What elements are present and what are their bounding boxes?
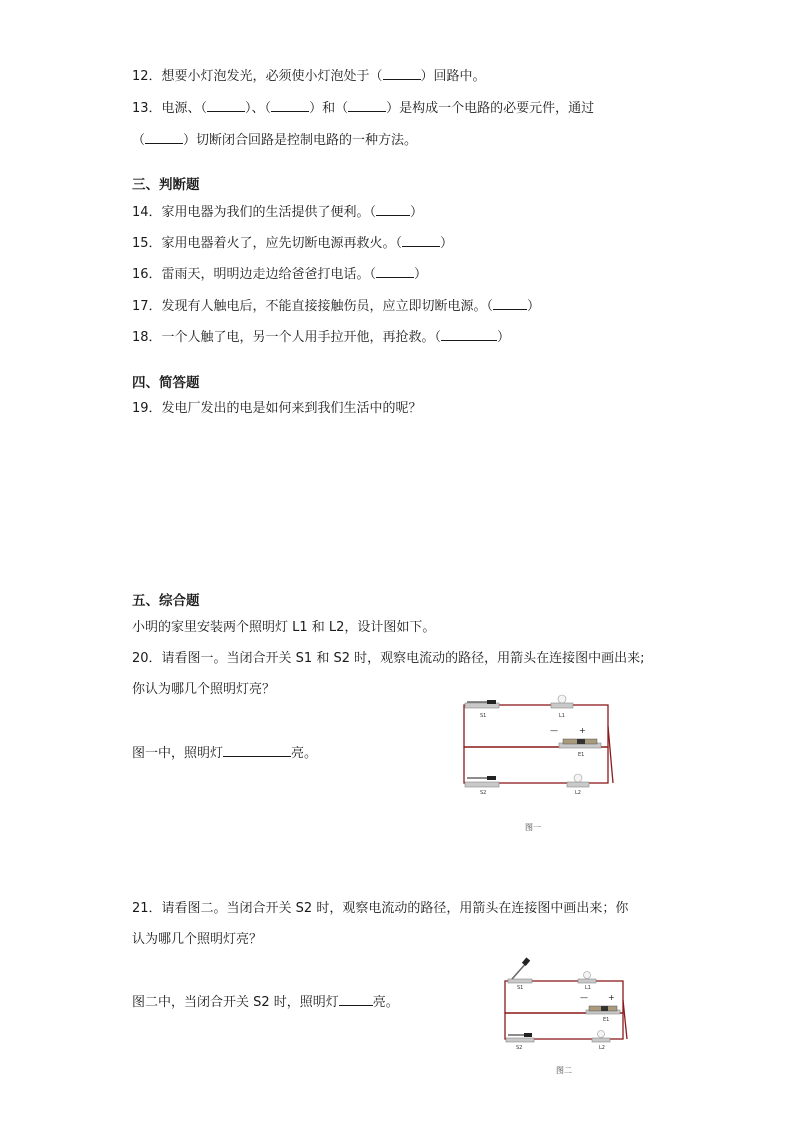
figure-1-caption: 图一 [525, 823, 541, 832]
battery-e1 [580, 993, 620, 1023]
figure-2-caption: 图二 [556, 1066, 572, 1075]
answer-blank[interactable] [348, 98, 386, 112]
lamp-l2 [592, 1031, 610, 1052]
question-21-line1: 21．请看图二。当闭合开关 S2 时，观察电流动的路径，用箭头在连接图中画出来；你 [132, 901, 629, 916]
question-21-answer: 图二中，当闭合开关 S2 时，照明灯 亮。 [132, 992, 399, 1012]
question-12-text: 12．想要小灯泡发光，必须使小灯泡处于（ [132, 69, 383, 84]
question-17: 17．发现有人触电后，不能直接接触伤员，应立即切断电源。（ ） [132, 296, 540, 316]
answer-blank[interactable] [493, 296, 527, 310]
switch-s1-open [508, 957, 532, 991]
question-13: 13．电源、（ ）、（ ）和（ ）是构成一个电路的必要元件，通过 [132, 98, 594, 118]
question-20-answer: 图一中，照明灯 亮。 [132, 743, 317, 763]
answer-blank[interactable] [223, 743, 291, 757]
question-14: 14．家用电器为我们的生活提供了便利。（ ） [132, 202, 423, 222]
answer-blank[interactable] [402, 233, 440, 247]
switch-s2 [465, 776, 499, 796]
svg-text:S2: S2 [516, 1045, 523, 1051]
answer-blank[interactable] [207, 98, 245, 112]
svg-text:S2: S2 [480, 790, 487, 796]
answer-blank[interactable] [145, 130, 183, 144]
lamp-l2 [567, 774, 589, 796]
question-16: 16．雷雨天，明明边走边给爸爸打电话。（ ） [132, 264, 427, 284]
battery-e1 [550, 726, 601, 758]
svg-text:—: — [550, 726, 558, 735]
lamp-l1 [578, 972, 596, 992]
question-21-line2: 认为哪几个照明灯亮？ [132, 932, 263, 947]
section-heading-short-answer: 四、简答题 [132, 375, 200, 391]
svg-text:L2: L2 [599, 1045, 605, 1051]
section-heading-comprehensive: 五、综合题 [132, 593, 200, 609]
answer-blank[interactable] [376, 264, 414, 278]
circuit-diagram-1 [455, 690, 625, 840]
svg-text:+: + [579, 726, 586, 735]
question-19: 19．发电厂发出的电是如何来到我们生活中的呢？ [132, 401, 422, 416]
section-heading-judgment: 三、判断题 [132, 177, 200, 193]
svg-text:L2: L2 [575, 790, 581, 796]
svg-text:S1: S1 [517, 985, 524, 991]
question-20-line2: 你认为哪几个照明灯亮？ [132, 682, 276, 697]
svg-text:—: — [580, 993, 588, 1002]
svg-text:L1: L1 [585, 985, 591, 991]
answer-blank[interactable] [339, 992, 373, 1006]
svg-text:+: + [608, 993, 615, 1002]
question-12: 12．想要小灯泡发光，必须使小灯泡处于（ ）回路中。 [132, 66, 486, 86]
answer-blank[interactable] [376, 202, 410, 216]
answer-blank[interactable] [441, 327, 497, 341]
switch-s1 [465, 700, 499, 719]
lamp-l1 [551, 695, 573, 719]
question-20-line1: 20．请看图一。当闭合开关 S1 和 S2 时，观察电流动的路径，用箭头在连接图中画出来; [132, 651, 645, 666]
wire-right [608, 726, 613, 783]
intro-text: 小明的家里安装两个照明灯 L1 和 L2，设计图如下。 [132, 620, 436, 635]
svg-text:S1: S1 [480, 713, 487, 719]
question-18: 18．一个人触了电，另一个人用手拉开他，再抢救。（ ） [132, 327, 510, 347]
switch-s2 [506, 1033, 534, 1051]
question-15: 15．家用电器着火了，应先切断电源再救火。（ ） [132, 233, 453, 253]
svg-text:E1: E1 [578, 752, 585, 758]
svg-text:L1: L1 [559, 713, 565, 719]
svg-text:E1: E1 [603, 1017, 610, 1023]
circuit-diagram-2 [496, 955, 638, 1080]
answer-blank[interactable] [383, 66, 421, 80]
answer-blank[interactable] [271, 98, 309, 112]
question-13-cont: （ ）切断闭合回路是控制电路的一种方法。 [132, 130, 417, 150]
